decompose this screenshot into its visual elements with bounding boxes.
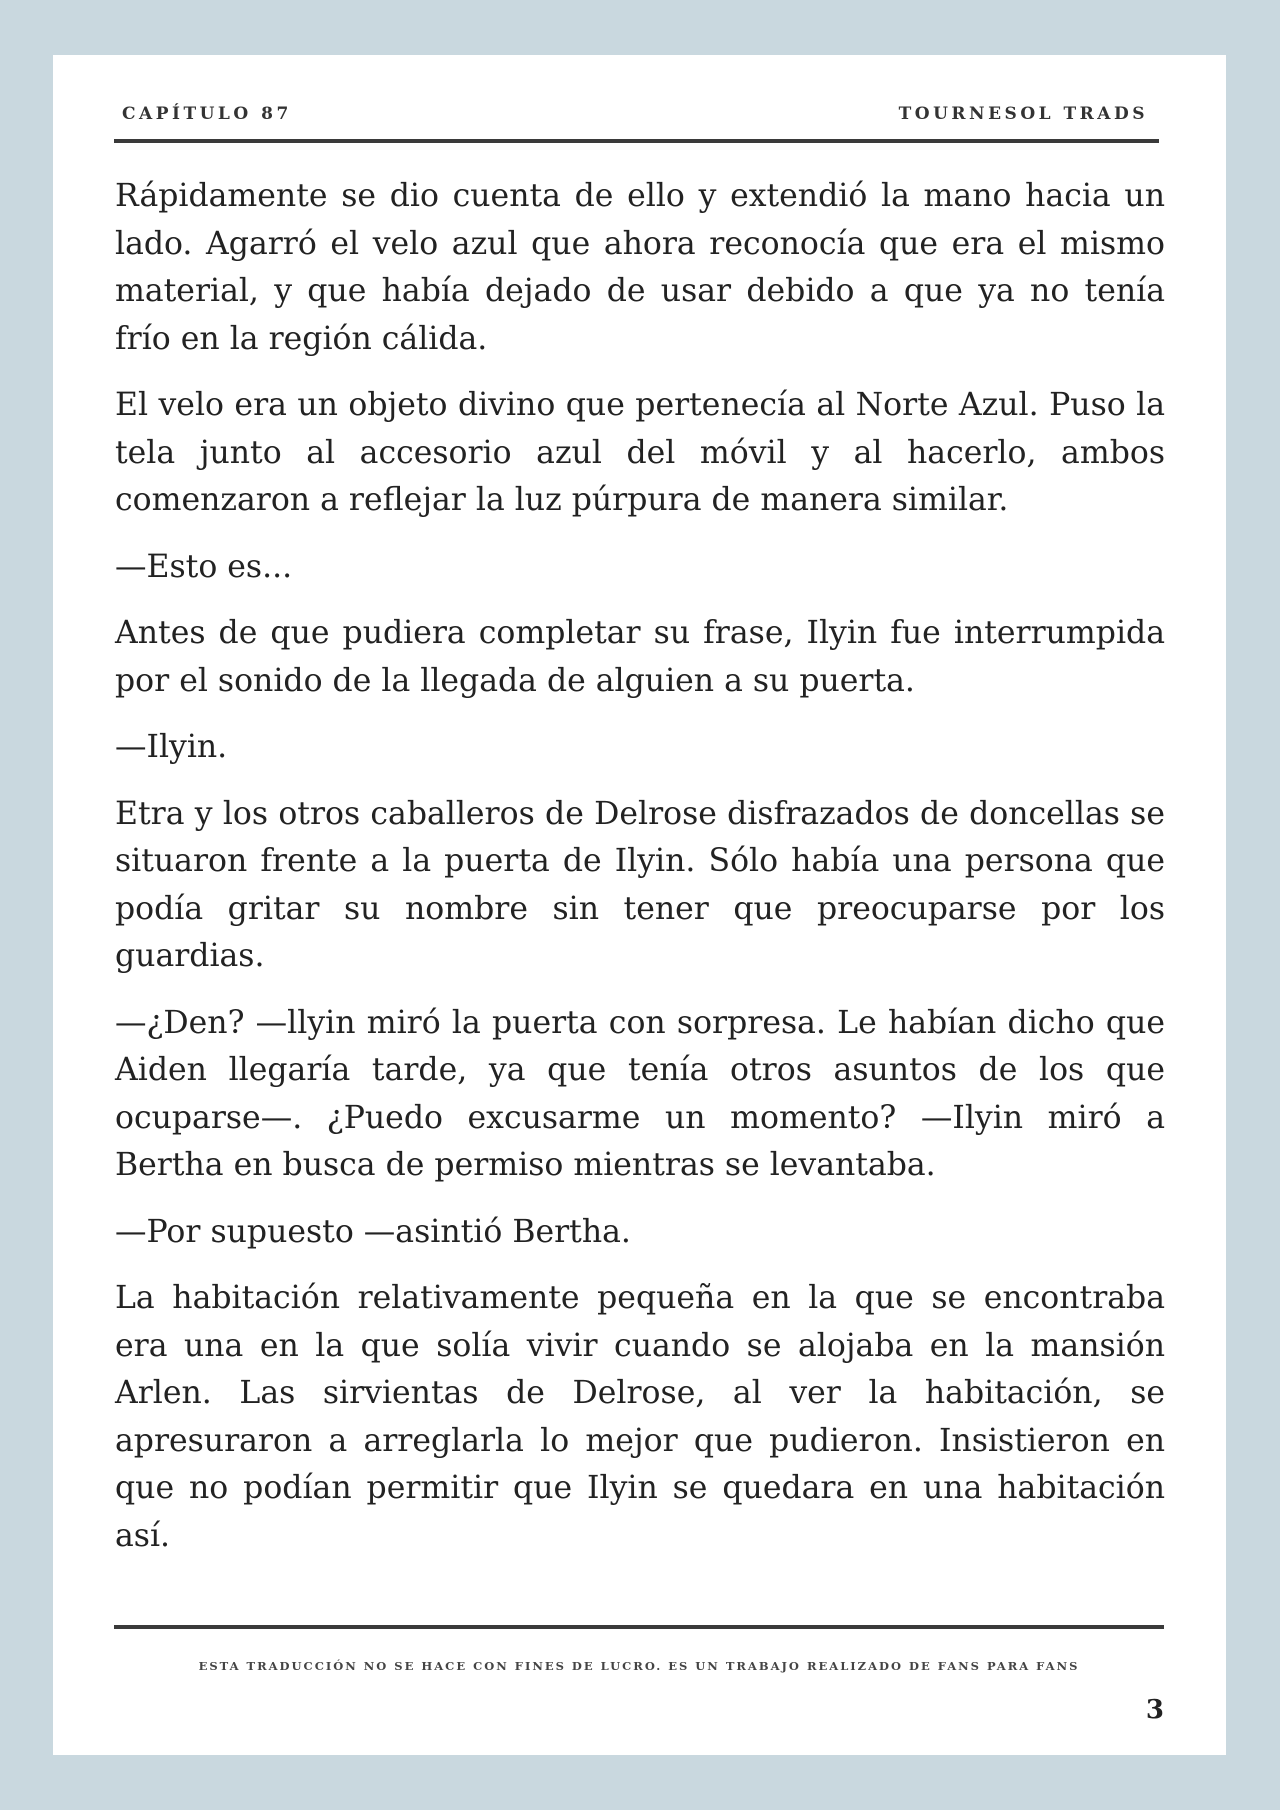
paragraph: —Por supuesto —asintió Bertha. [115, 1213, 631, 1250]
paragraph: Rápidamente se dio cuenta de ello y extendió la mano hacia un lado. Agarró el velo azul que ahora reconocía que era el mismo material, y que había dejado de usar debido a que ya no tenía frío en la región cálida. [115, 178, 1165, 357]
chapter-body [115, 173, 1165, 1579]
footer-divider [114, 1625, 1164, 1629]
paragraph: —¿Den? —llyin miró la puerta con sorpresa. Le habían dicho que Aiden llegaría tarde, ya que tenía otros asuntos de los que ocuparse—. ¿Puedo excusarme un momento? —Ilyin miró a Bertha en busca de permiso mientras se levantaba. [115, 1004, 1165, 1183]
footer-notice: ESTA TRADUCCIÓN NO SE HACE CON FINES DE LUCRO. ES UN TRABAJO REALIZADO DE FANS PARA FANS [198, 1659, 1080, 1673]
paragraph: Etra y los otros caballeros de Delrose disfrazados de doncellas se situaron frente a la puerta de Ilyin. Sólo había una persona que podía gritar su nombre sin tener que preocuparse por los guardias. [115, 795, 1165, 974]
paragraph: La habitación relativamente pequeña en la que se encontraba era una en la que solía vivir cuando se alojaba en la mansión Arlen. Las sirvientas de Delrose, al ver la habitación, se apresuraron a arreglarla lo mejor que pudieron. Insistieron en que no podían permitir que Ilyin se quedara en una habitación así. [115, 1280, 1165, 1554]
page-header [119, 103, 1164, 143]
chapter-title: CAPÍTULO 87 [122, 104, 292, 124]
document-page [53, 55, 1226, 1755]
paragraph: —Esto es... [115, 548, 293, 585]
paragraph: Antes de que pudiera completar su frase, Ilyin fue interrumpida por el sonido de la llegada de alguien a su puerta. [115, 615, 1165, 699]
translator-group: TOURNESOL TRADS [898, 104, 1148, 124]
paragraph: —Ilyin. [115, 729, 228, 765]
header-divider [114, 139, 1159, 143]
page-number: 3 [1145, 1695, 1164, 1725]
paragraph: El velo era un objeto divino que pertenecía al Norte Azul. Puso la tela junto al accesorio azul del móvil y al hacerlo, ambos comenzaron a reflejar la luz púrpura de manera similar. [115, 387, 1165, 518]
